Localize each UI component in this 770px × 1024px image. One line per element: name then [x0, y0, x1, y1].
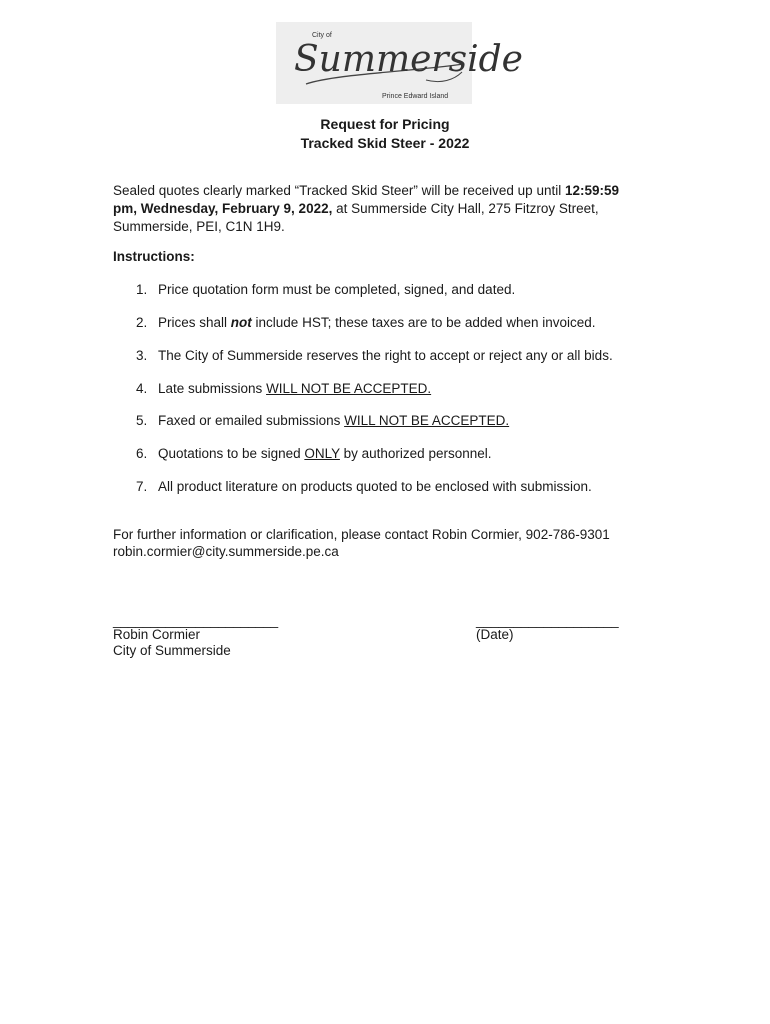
- instructions-heading: Instructions:: [113, 249, 195, 264]
- item-number: 1.: [136, 282, 148, 297]
- logo-tagline: Prince Edward Island: [382, 93, 449, 100]
- item-number: 5.: [136, 413, 148, 428]
- item-text: Faxed or emailed submissions: [158, 413, 345, 428]
- instruction-item: [136, 281, 656, 298]
- logo-wordmark: Summerside: [294, 39, 523, 80]
- item-text: Quotations to be signed: [158, 446, 305, 461]
- item-text: Late submissions: [158, 381, 267, 396]
- item-text: by authorized personnel.: [339, 446, 492, 461]
- intro-text-1: Sealed quotes clearly marked “Tracked Skid Steer” will be received up until: [113, 183, 565, 198]
- item-underlined: WILL NOT BE ACCEPTED.: [266, 381, 432, 396]
- item-number: 2.: [136, 315, 148, 330]
- contact-line: For further information or clarification, please contact Robin Cormier, 902-786-9301: [113, 527, 610, 542]
- signer-name: Robin Cormier: [113, 627, 201, 642]
- item-text: The City of Summerside reserves the right to accept or reject any or all bids.: [158, 348, 613, 363]
- item-number: 6.: [136, 446, 148, 461]
- logo-city-text: City of: [312, 32, 332, 39]
- date-label: (Date): [476, 627, 514, 642]
- contact-info: [113, 526, 673, 560]
- instruction-item: [136, 380, 656, 397]
- date-line: ___________________: [476, 613, 619, 628]
- intro-paragraph: [113, 182, 643, 236]
- contact-email: robin.cormier@city.summerside.pe.ca: [113, 544, 339, 559]
- item-number: 3.: [136, 348, 148, 363]
- item-text: Prices shall: [158, 315, 231, 330]
- item-number: 7.: [136, 479, 148, 494]
- item-text: Price quotation form must be completed, signed, and dated.: [158, 282, 516, 297]
- document-title: Request for Pricing: [320, 116, 450, 132]
- item-text: All product literature on products quoted to be enclosed with submission.: [158, 479, 592, 494]
- item-underlined: ONLY: [304, 446, 340, 461]
- signer-organization: City of Summerside: [113, 643, 231, 658]
- instruction-item: [136, 445, 656, 462]
- document-subtitle: Tracked Skid Steer - 2022: [300, 135, 470, 151]
- item-emphasis: not: [230, 315, 252, 330]
- instruction-item: [136, 347, 656, 364]
- intro-deadline: 12:59:59 pm, Wednesday, February 9, 2022,: [113, 183, 620, 216]
- intro-text-2: at Summerside City Hall, 275 Fitzroy Street, Summerside, PEI, C1N 1H9.: [113, 201, 599, 234]
- item-number: 4.: [136, 381, 148, 396]
- item-text: include HST; these taxes are to be added when invoiced.: [251, 315, 596, 330]
- instruction-item: [136, 314, 656, 331]
- instruction-item: [136, 478, 656, 495]
- item-underlined: WILL NOT BE ACCEPTED.: [344, 413, 510, 428]
- city-logo: [276, 22, 523, 104]
- instruction-item: [136, 412, 656, 429]
- signature-line: ______________________: [113, 613, 279, 628]
